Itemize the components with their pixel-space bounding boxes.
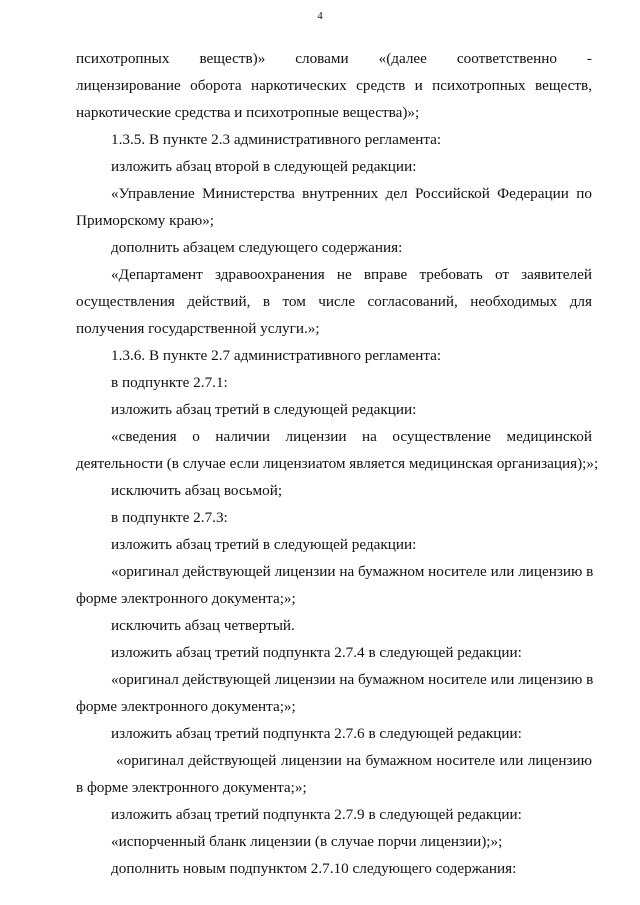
text-line: Приморскому краю»;: [76, 212, 215, 229]
text-line: «Управление Министерства внутренних дел Российской Федерации по: [111, 185, 592, 202]
text-line: лицензирование оборота наркотических средств и психотропных веществ,: [76, 77, 592, 94]
text-line: исключить абзац восьмой;: [111, 482, 283, 499]
text-line: «оригинал действующей лицензии на бумажном носителе или лицензию в: [111, 671, 594, 688]
text-line: дополнить абзацем следующего содержания:: [111, 239, 403, 256]
text-line: «Департамент здравоохранения не вправе требовать от заявителей: [111, 266, 592, 283]
text-line: «оригинал действующей лицензии на бумажном носителе или лицензию: [116, 752, 592, 769]
text-line: изложить абзац третий подпункта 2.7.4 в следующей редакции:: [111, 644, 522, 661]
text-line: получения государственной услуги.»;: [76, 320, 320, 337]
text-line: в подпункте 2.7.3:: [111, 509, 228, 526]
text-line: изложить абзац третий подпункта 2.7.6 в следующей редакции:: [111, 725, 522, 742]
text-line: 1.3.6. В пункте 2.7 административного регламента:: [111, 347, 442, 364]
text-line: форме электронного документа;»;: [76, 698, 296, 715]
text-line: осуществления действий, в том числе согласований, необходимых для: [76, 293, 592, 310]
page-number: 4: [317, 10, 323, 22]
text-line: психотропных веществ)» словами «(далее соответственно -: [76, 50, 592, 67]
text-line: «оригинал действующей лицензии на бумажном носителе или лицензию в: [111, 563, 594, 580]
text-line: деятельности (в случае если лицензиатом является медицинская организация);»;: [76, 455, 599, 472]
text-line: дополнить новым подпунктом 2.7.10 следующего содержания:: [111, 860, 517, 877]
text-line: «испорченный бланк лицензии (в случае порчи лицензии);»;: [111, 833, 503, 850]
text-line: «сведения о наличии лицензии на осуществление медицинской: [111, 428, 592, 445]
text-line: исключить абзац четвертый.: [111, 617, 295, 634]
text-line: изложить абзац третий в следующей редакции:: [111, 401, 417, 418]
text-line: форме электронного документа;»;: [76, 590, 296, 607]
text-line: 1.3.5. В пункте 2.3 административного регламента:: [111, 131, 442, 148]
text-line: в форме электронного документа;»;: [76, 779, 307, 796]
text-line: изложить абзац третий подпункта 2.7.9 в следующей редакции:: [111, 806, 522, 823]
text-line: наркотические средства и психотропные вещества)»;: [76, 104, 420, 121]
text-line: в подпункте 2.7.1:: [111, 374, 228, 391]
text-line: изложить абзац третий в следующей редакции:: [111, 536, 417, 553]
text-line: изложить абзац второй в следующей редакции:: [111, 158, 417, 175]
